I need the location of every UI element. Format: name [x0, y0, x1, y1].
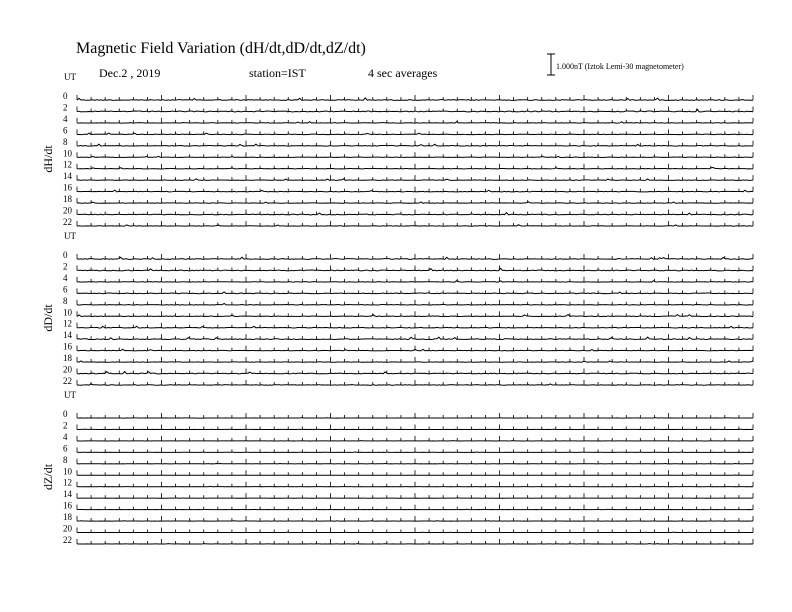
hour-label: 18	[63, 512, 72, 523]
chart-title: Magnetic Field Variation (dH/dt,dD/dt,dZ/dt)	[76, 40, 366, 57]
hour-label: 20	[63, 523, 72, 534]
hour-label: 14	[63, 330, 72, 341]
hour-label: 2	[63, 102, 68, 113]
panel-dH-dt	[41, 72, 753, 227]
hour-label: 0	[63, 250, 68, 260]
hour-label: 12	[63, 477, 72, 488]
hour-label: 8	[63, 454, 68, 465]
hour-label: 4	[63, 272, 68, 283]
hour-label: 8	[63, 136, 68, 147]
hour-label: 16	[63, 182, 72, 193]
hour-label: 2	[63, 261, 68, 272]
date-label: Dec.2 , 2019	[99, 66, 161, 80]
hour-label: 20	[63, 205, 72, 216]
hour-label: 22	[63, 375, 72, 386]
hour-label: 0	[63, 91, 68, 101]
averaging-label: 4 sec averages	[368, 66, 438, 80]
hour-label: 10	[63, 466, 72, 477]
scale-bar	[547, 54, 684, 75]
panel-dZ-dt	[41, 390, 753, 545]
y-axis-label: dH/dt	[41, 145, 55, 173]
hour-label: 4	[63, 431, 68, 442]
hour-label: 4	[63, 113, 68, 124]
hour-label: 22	[63, 216, 72, 227]
hour-label: 6	[63, 443, 68, 454]
ut-label: UT	[64, 231, 76, 241]
hour-label: 16	[63, 500, 72, 511]
hour-label: 16	[63, 341, 72, 352]
hour-label: 12	[63, 318, 72, 329]
y-axis-label: dD/dt	[41, 304, 55, 332]
hour-label: 0	[63, 409, 68, 419]
hour-label: 20	[63, 364, 72, 375]
ut-label: UT	[64, 390, 76, 400]
y-axis-label: dZ/dt	[41, 463, 55, 490]
hour-label: 10	[63, 307, 72, 318]
hour-label: 6	[63, 284, 68, 295]
hour-label: 10	[63, 148, 72, 159]
hour-label: 18	[63, 353, 72, 364]
hour-label: 14	[63, 489, 72, 500]
scale-bar-label: 1.000nT (Iztok Lemi-30 magnetometer)	[556, 62, 684, 71]
panel-dD-dt	[41, 231, 753, 386]
hour-label: 22	[63, 534, 72, 545]
hour-label: 18	[63, 194, 72, 205]
hour-label: 6	[63, 125, 68, 136]
hour-label: 14	[63, 171, 72, 182]
hour-label: 8	[63, 295, 68, 306]
station-label: station=IST	[249, 66, 306, 80]
ut-label: UT	[64, 72, 76, 82]
hour-label: 12	[63, 159, 72, 170]
hour-label: 2	[63, 420, 68, 431]
